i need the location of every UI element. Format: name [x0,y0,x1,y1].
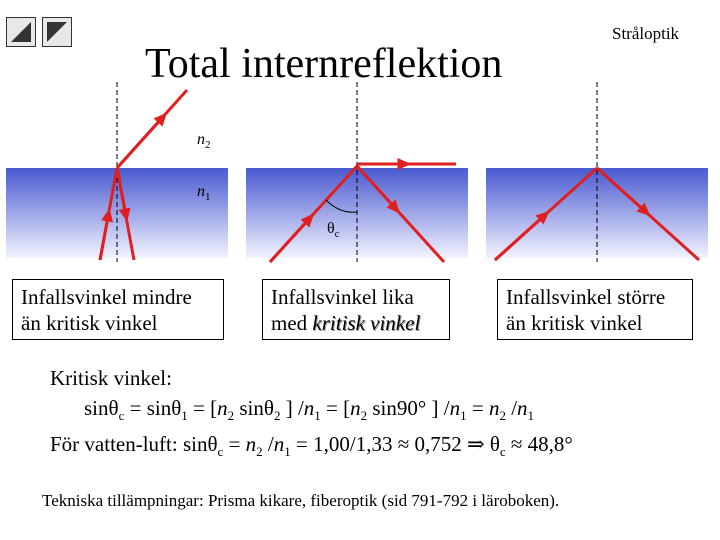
caption-box-2: Infallsvinkel lika med kritisk vinkel [262,279,450,340]
page-title: Total internreflektion [145,41,503,87]
formula-line-2: För vatten-luft: $\sin\theta_c = n_2$ $/n_1 = 1,00/1,33 \approx 0,752$ ⇒ $\theta_c \approx 48,8^\circ$ [50,432,573,460]
critical-angle-label: $\theta_c$ [327,220,340,241]
n1-label: $n_1$ [197,183,211,204]
caption-box-1: Infallsvinkel mindre än kritisk vinkel [12,279,224,340]
caption-box-3: Infallsvinkel större än kritisk vinkel [497,279,693,340]
formula-heading: Kritisk vinkel: [50,366,172,390]
n2-label: $n_2$ [197,131,211,152]
footnote: Tekniska tillämpningar: Prisma kikare, fiberoptik (sid 791-792 i läroboken). [42,491,560,510]
formula-line-1: $\sin\theta_c = \sin\theta_1 = [n_2$ sinθ$_2$ ] $/n_1 = [n_2$ sin90° ] $/n_1 = n_2$ $/n_1$ [84,396,535,424]
topic-label: Stråloptik [612,24,680,43]
